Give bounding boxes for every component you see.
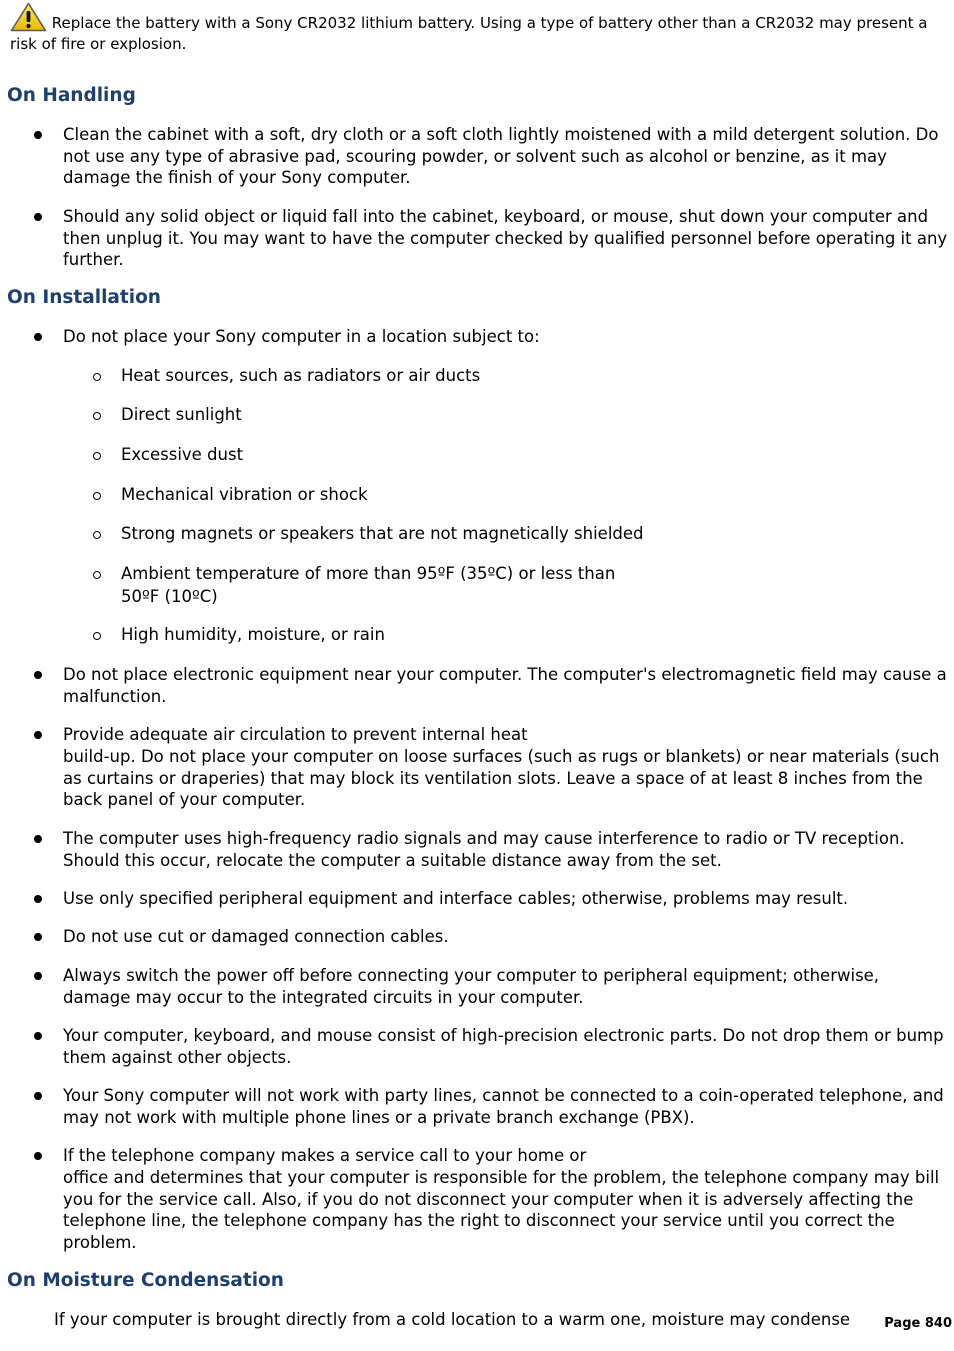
sub-list-item: Heat sources, such as radiators or air ducts [121, 366, 481, 385]
list-item: Should any solid object or liquid fall into the cabinet, keyboard, or mouse, shut down your computer and then unplug it. You may want to have the computer checked by qualified personnel before operating it any further. [63, 207, 948, 270]
list-item: If the telephone company makes a service call to your home or [63, 1146, 587, 1165]
sub-list-item: Ambient temperature of more than 95ºF (35ºC) or less than [121, 564, 616, 583]
bullet-icon [34, 933, 42, 941]
list-item: Your computer, keyboard, and mouse consist of high-precision electronic parts. Do not drop them or bump them against other objects. [63, 1026, 944, 1067]
bullet-icon [34, 972, 42, 980]
section-heading-handling: On Handling [7, 85, 136, 106]
hollow-bullet-icon [93, 373, 101, 381]
sub-list-item: Mechanical vibration or shock [121, 485, 368, 504]
sub-list-item: Direct sunlight [121, 405, 242, 424]
sub-list-item-continuation: 50ºF (10ºC) [121, 587, 218, 606]
list-item: Use only specified peripheral equipment and interface cables; otherwise, problems may result. [63, 889, 849, 908]
list-item: Your Sony computer will not work with party lines, cannot be connected to a coin-operated telephone, and may not work with multiple phone lines or a private branch exchange (PBX). [63, 1086, 944, 1127]
bullet-icon [34, 895, 42, 903]
hollow-bullet-icon [93, 632, 101, 640]
bullet-icon [34, 731, 42, 739]
list-item: Clean the cabinet with a soft, dry cloth or a soft cloth lightly moistened with a mild detergent solution. Do not use any type of abrasive pad, scouring powder, or solvent such as alcohol or benzine, as it may damage the finish of your Sony computer. [63, 125, 939, 188]
warning-text: Replace the battery with a Sony CR2032 lithium battery. Using a type of battery other than a CR2032 may present a risk of fire or explosion. [10, 14, 928, 53]
hollow-bullet-icon [93, 452, 101, 460]
hollow-bullet-icon [93, 571, 101, 579]
list-item-continuation: build-up. Do not place your computer on loose surfaces (such as rugs or blankets) or near materials (such as curtains or draperies) that may block its ventilation slots. Leave a space of at least 8 inches from the back panel of your computer. [63, 747, 940, 810]
section-heading-installation: On Installation [7, 287, 161, 308]
bullet-icon [34, 333, 42, 341]
hollow-bullet-icon [93, 492, 101, 500]
list-item: Do not place your Sony computer in a location subject to: [63, 327, 540, 346]
battery-warning [10, 2, 940, 55]
list-item: Always switch the power off before connecting your computer to peripheral equipment; otherwise, damage may occur to the integrated circuits in your computer. [63, 966, 880, 1007]
list-item: Provide adequate air circulation to prevent internal heat [63, 725, 528, 744]
sub-list-item: Excessive dust [121, 445, 244, 464]
moisture-paragraph: If your computer is brought directly from a cold location to a warm one, moisture may condense [54, 1310, 851, 1329]
hollow-bullet-icon [93, 531, 101, 539]
bullet-icon [34, 213, 42, 221]
page-number: Page 840 [880, 1313, 952, 1335]
section-heading-moisture: On Moisture Condensation [7, 1270, 284, 1291]
warning-triangle-icon [10, 2, 47, 32]
list-item: Do not place electronic equipment near your computer. The computer's electromagnetic field may cause a malfunction. [63, 665, 947, 706]
hollow-bullet-icon [93, 412, 101, 420]
sub-list-item: Strong magnets or speakers that are not magnetically shielded [121, 524, 644, 543]
bullet-icon [34, 131, 42, 139]
sub-list-item: High humidity, moisture, or rain [121, 625, 385, 644]
bullet-icon [34, 1092, 42, 1100]
bullet-icon [34, 1032, 42, 1040]
bullet-icon [34, 671, 42, 679]
bullet-icon [34, 1152, 42, 1160]
list-item: The computer uses high-frequency radio signals and may cause interference to radio or TV reception. Should this occur, relocate the computer a suitable distance away from the set. [63, 829, 905, 870]
list-item-continuation: office and determines that your computer is responsible for the problem, the telephone company may bill you for the service call. Also, if you do not disconnect your computer when it is adversely affecting the telephone line, the telephone company has the right to disconnect your service until you correct the problem. [63, 1168, 940, 1253]
bullet-icon [34, 835, 42, 843]
list-item: Do not use cut or damaged connection cables. [63, 927, 449, 946]
